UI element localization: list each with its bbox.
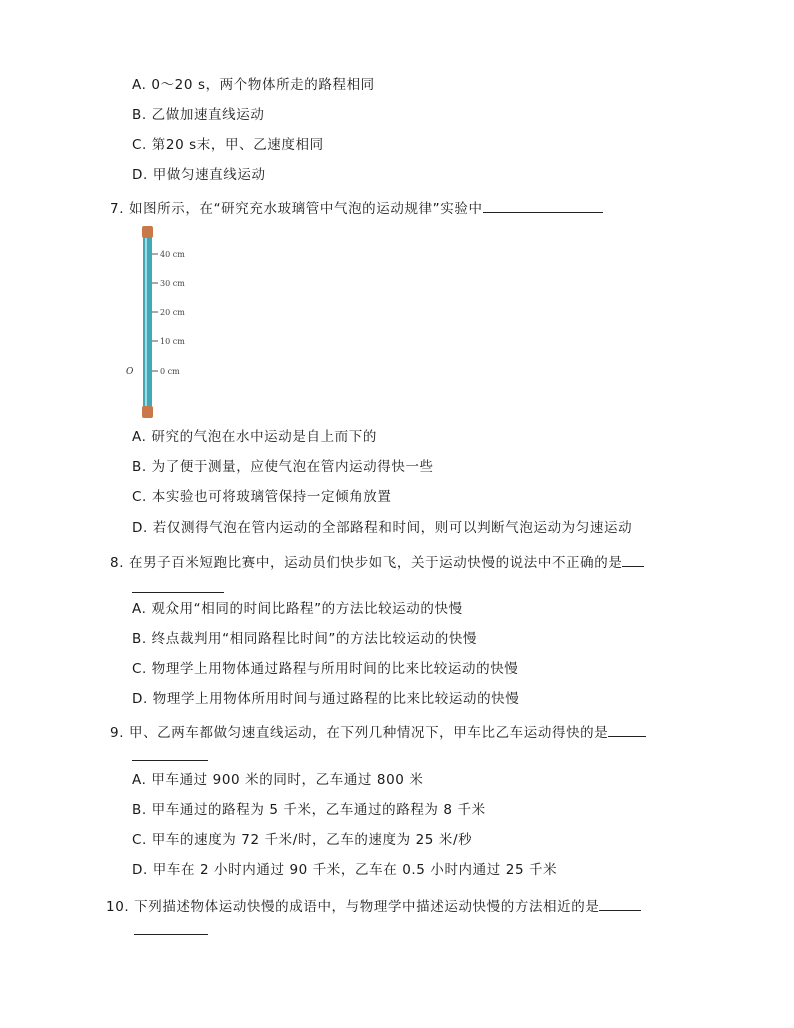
- q8-answer-blank-part2[interactable]: [132, 578, 224, 593]
- q7-option-a: A. 研究的气泡在水中运动是自上而下的: [132, 429, 377, 445]
- q6-option-a: A. 0～20 s，两个物体所走的路程相同: [132, 77, 375, 93]
- tube-top-cap: [142, 226, 153, 238]
- q8-option-d: D. 物理学上用物体所用时间与通过路程的比来比较运动的快慢: [132, 691, 520, 707]
- q8-answer-blank-part1[interactable]: [622, 552, 644, 567]
- q9-blank-continuation: [132, 746, 208, 766]
- q9-option-c: C. 甲车的速度为 72 千米/时，乙车的速度为 25 米/秒: [132, 832, 473, 848]
- tick-label-10: 10 cm: [160, 337, 185, 346]
- q10-answer-blank-part1[interactable]: [599, 896, 641, 911]
- tick-label-30: 30 cm: [160, 279, 185, 288]
- q9-answer-blank-part2[interactable]: [132, 746, 208, 761]
- glass-tube: [143, 236, 152, 408]
- q10-answer-blank-part2[interactable]: [134, 920, 208, 935]
- q9-stem-text: 9. 甲、乙两车都做匀速直线运动，在下列几种情况下，甲车比乙车运动得快的是: [110, 725, 609, 741]
- tube-bottom-cap: [142, 406, 153, 418]
- glass-tube-figure: [122, 224, 194, 420]
- q10-stem: [106, 896, 641, 916]
- q6-option-b: B. 乙做加速直线运动: [132, 107, 265, 123]
- q8-stem-text: 8. 在男子百米短跑比赛中，运动员们快步如飞，关于运动快慢的说法中不正确的是: [110, 555, 623, 571]
- q10-stem-text: 10. 下列描述物体运动快慢的成语中，与物理学中描述运动快慢的方法相近的是: [106, 899, 600, 915]
- q7-option-d: D. 若仅测得气泡在管内运动的全部路程和时间，则可以判断气泡运动为匀速运动: [132, 520, 633, 536]
- q8-option-b: B. 终点裁判用“相同路程比时间”的方法比较运动的快慢: [132, 631, 478, 647]
- q8-option-c: C. 物理学上用物体通过路程与所用时间的比来比较运动的快慢: [132, 661, 519, 677]
- q9-answer-blank-part1[interactable]: [608, 722, 646, 737]
- tick-label-40: 40 cm: [160, 250, 185, 259]
- q7-answer-blank[interactable]: [483, 198, 603, 213]
- tick-label-20: 20 cm: [160, 308, 185, 317]
- q10-blank-continuation: [134, 920, 208, 940]
- q7-stem: [110, 198, 603, 218]
- q9-option-a: A. 甲车通过 900 米的同时，乙车通过 800 米: [132, 772, 424, 788]
- glass-tube-diagram: [122, 224, 194, 420]
- tube-highlight: [145, 236, 147, 408]
- q8-option-a: A. 观众用“相同的时间比路程”的方法比较运动的快慢: [132, 601, 463, 617]
- tick-label-0: 0 cm: [160, 367, 180, 376]
- q8-blank-continuation: [132, 578, 224, 598]
- q6-option-c: C. 第20 s末，甲、乙速度相同: [132, 137, 324, 153]
- q7-option-c: C. 本实验也可将玻璃管保持一定倾角放置: [132, 489, 392, 505]
- q8-stem: [110, 552, 644, 572]
- q9-option-b: B. 甲车通过的路程为 5 千米，乙车通过的路程为 8 千米: [132, 802, 486, 818]
- q7-option-b: B. 为了便于测量，应使气泡在管内运动得快一些: [132, 459, 434, 475]
- q9-stem: [110, 722, 646, 742]
- q9-option-d: D. 甲车在 2 小时内通过 90 千米，乙车在 0.5 小时内通过 25 千米: [132, 862, 558, 878]
- q6-option-d: D. 甲做匀速直线运动: [132, 167, 266, 183]
- origin-label: O: [126, 367, 134, 377]
- q7-stem-text: 7. 如图所示，在“研究充水玻璃管中气泡的运动规律”实验中: [110, 201, 483, 217]
